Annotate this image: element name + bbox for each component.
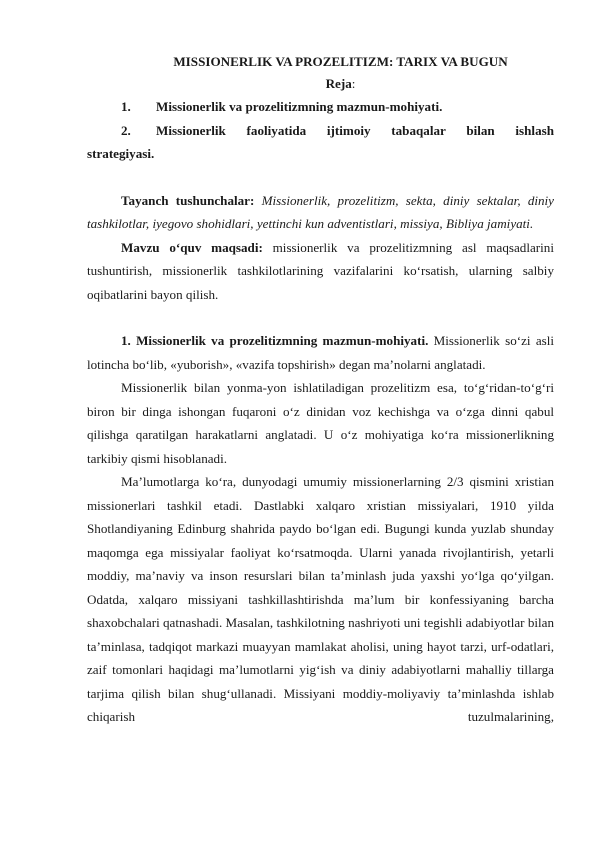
plan-item-2-continuation: strategiyasi. [87, 146, 155, 161]
plan-colon: : [351, 76, 356, 91]
plan-item-text: Missionerlik faoliyatida ijtimoiy tabaqalar bilan ishlash [156, 122, 554, 138]
learning-goal-paragraph [87, 236, 554, 307]
plan-item-number: 1. [121, 99, 131, 114]
learning-goal-label: Mavzu o‘quv maqsadi: [121, 239, 263, 255]
document-page [87, 52, 554, 729]
key-concepts-text: Missionerlik, prozelitizm, sekta, diniy sektalar, diniy tashkilotlar, iyegovo shohidlari, yettinchi kun adventistlari, missiya, Bibliya jamiyati. [87, 192, 554, 231]
key-concepts-label: Tayanch tushunchalar: [121, 192, 255, 208]
document-title: MISSIONERLIK VA PROZELITIZM: TARIX VA BUGUN [173, 54, 508, 69]
plan-heading [87, 72, 554, 95]
plan-item-number: 2. [121, 122, 131, 138]
section-1-text: Missionerlik so‘zi asli lotincha bo‘lib, «yuborish», «vazifa topshirish» degan ma’nolarni anglatadi. [87, 333, 555, 372]
plan-item-text: Missionerlik va prozelitizmning mazmun-mohiyati. [156, 99, 443, 114]
plan-item-2 [87, 119, 554, 143]
learning-goal-text: missionerlik va prozelitizmning asl maqsadlarini tushuntirish, missionerlik tashkilotlarining vazifalarini ko‘rsatish, ularning salbiy oqibatlarini bayon qilish. [87, 239, 554, 302]
spacer [87, 166, 554, 189]
spacer [87, 306, 554, 329]
section-1-paragraph-3: Ma’lumotlarga ko‘ra, dunyodagi umumiy missionerlarning 2/3 qismini xristian missionerlari tashkil etadi. Dastlabki xalqaro xristian missiyalari, 1910 yilda Shotlandiyaning Edinburg shahrida paydo bo‘lgan edi. Bugungi kunda yuzlab shunday maqomga ega missiyalar faoliyat ko‘rsatmoqda. Ularni yanada rivojlantirish, yetarli moddiy, ma’naviy va inson resurslari bilan ta’minlash juda yaxshi yo‘lga qo‘yilgan. Odatda, xalqaro missiyani tashkillashtirishda ma’lum bir konfessiyaning barcha shaxobchalari qatnashadi. Masalan, tashkilotning nashriyoti uni tegishli adabiyotlar bilan ta’minlasa, tadqiqot markazi muayyan mamlakat aholisi, uning hayot tarzi, urf-odatlari, zaif tomonlari haqidagi ma’lumotlarni yig‘ish va diniy adabiyotlarni mahalliy tillarga tarjima qilish bilan shug‘ullanadi. Missiyani moddiy-moliyaviy ta’minlashda ishlab chiqarish tuzulmalarining, [87, 474, 554, 724]
section-1-heading: 1. Missionerlik va prozelitizmning mazmun-mohiyati. [121, 333, 429, 348]
section-1-paragraph-1 [87, 329, 554, 376]
section-1-paragraph-2: Missionerlik bilan yonma-yon ishlatiladigan prozelitizm esa, to‘g‘ridan-to‘g‘ri biron bir dinga ishongan fuqaroni o‘z dinidan voz kechishga va o‘zga dinni qabul qilishga qaratilgan harakatlarni anglatadi. U o‘z mohiyatiga ko‘ra missionerlikning tarkibiy qismi hisoblanadi. [87, 380, 554, 466]
plan-label: Reja [325, 76, 352, 91]
key-concepts-paragraph [87, 189, 554, 236]
plan-item-1 [87, 95, 554, 119]
